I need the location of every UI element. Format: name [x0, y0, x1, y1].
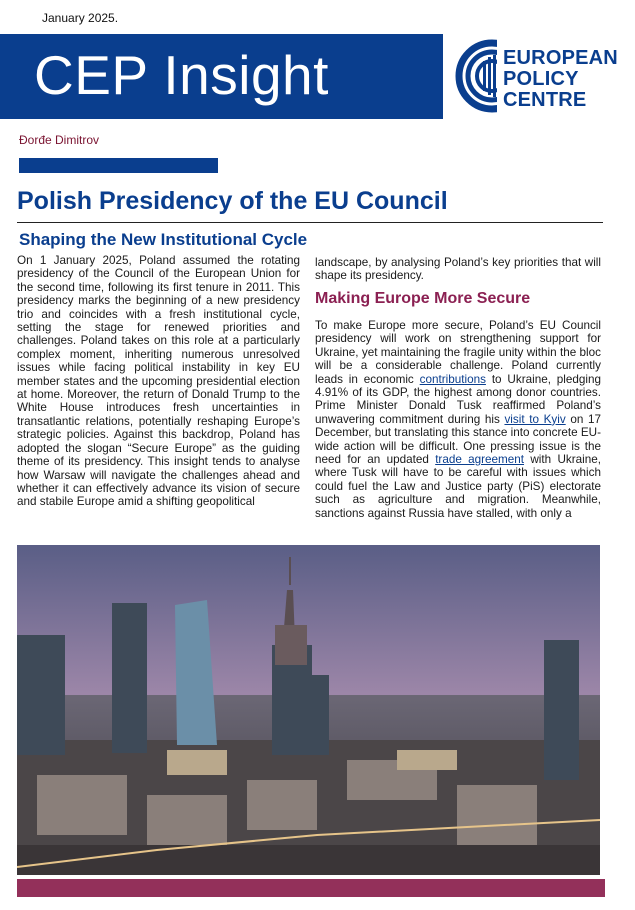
skyline-illustration	[17, 545, 600, 875]
trade-agreement-link[interactable]: trade agreement	[435, 453, 525, 467]
publication-title: CEP Insight	[34, 44, 329, 106]
logo-line-centre: CENTRE	[503, 89, 587, 111]
header-banner	[0, 34, 635, 119]
paragraph-part: To make Europe more secure, Poland’s EU Council presidency will work on strengthening support for Ukraine, yet maintaining the fragile unity within the bloc will be a considerable challenge. Poland currently leads in economic	[315, 319, 601, 386]
section-body-continuation: landscape, by analysing Poland’s key priorities that will shape its presidency.	[315, 256, 601, 283]
publication-date: January 2025.	[42, 11, 119, 25]
logo-line-european: EUROPEAN	[503, 47, 618, 69]
section-body-right	[315, 319, 601, 539]
author-name: Đorđe Dimitrov	[19, 133, 100, 147]
section-body-left: On 1 January 2025, Poland assumed the rotating presidency of the Council of the European Union for the second time, following its first tenure in 2011. This presidency marks the beginning of a new presidency trio and coincides with a fresh institutional cycle, setting the stage for renewed priorities and challenges. Poland takes on this role at a particularly complex moment, inheriting numerous unresolved issues while facing political instability in key EU member states and the upcoming presidential election at home. Moreover, the return of Donald Trump to the White House introduces fresh uncertainties in transatlantic relations, potentially reshaping Europe’s strategic policies. Against this backdrop, Poland has adopted the slogan “Secure Europe” as the guiding theme of its presidency. This insight tends to analyse how Warsaw will navigate the challenges ahead and whether it can effectively advance its vision of secure and stabile Europe amid a shifting geopolitical	[17, 254, 300, 509]
epc-logo	[443, 34, 635, 119]
title-divider	[17, 222, 603, 223]
epc-logo-text	[503, 48, 633, 111]
paragraph-part: to Ukraine, pledging 4.91% of its GDP, the highest among donor countries. Prime Minister Donald Tusk reaffirmed Poland’s unwavering commitment during his	[315, 372, 601, 426]
visit-to-kyiv-link[interactable]: visit to Kyiv	[504, 412, 566, 426]
author-accent-bar	[19, 158, 218, 173]
section-heading-institutional-cycle: Shaping the New Institutional Cycle	[19, 230, 308, 249]
warsaw-skyline-photo	[17, 545, 600, 875]
paragraph-part: with Ukraine, where Tusk will have to be careful with issues which could fuel the Law and Justice party (PiS) electorate such as agriculture and migration. Meanwhile, sanctions against Russia have stalled, with only a	[315, 453, 601, 520]
logo-line-policy: POLICY	[503, 68, 579, 90]
section-heading-secure-europe: Making Europe More Secure	[315, 290, 531, 307]
article-title: Polish Presidency of the EU Council	[17, 187, 448, 215]
footer-accent-bar	[17, 879, 605, 897]
paragraph-part: on 17 December, but translating this stance into concrete EU-wide action will be difficult. One pressing issue is the need for an updated	[315, 412, 601, 467]
contributions-link[interactable]: contributions	[419, 372, 486, 386]
